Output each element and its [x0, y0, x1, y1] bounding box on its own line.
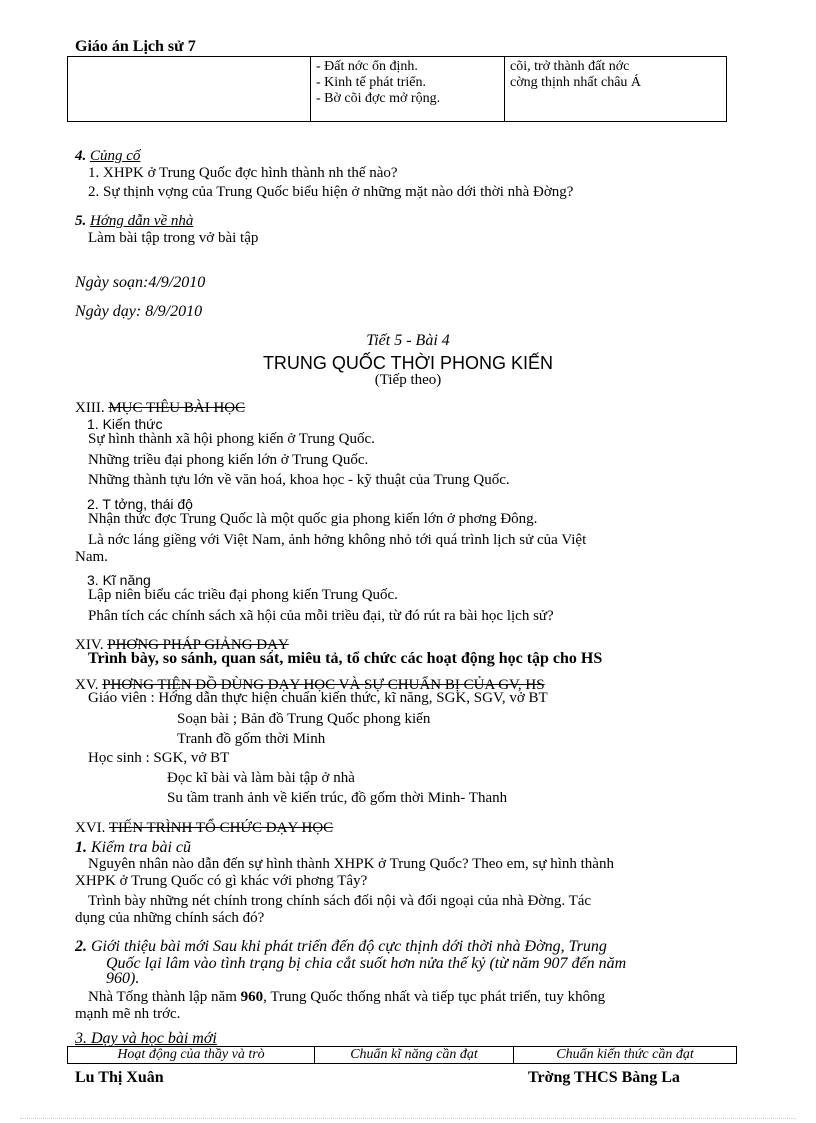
review-question-2: 2. Sự thịnh vợng của Trung Quốc biểu hiện ở những mặt nào dới thời nhà Đờng?	[88, 184, 574, 200]
section-xvi-number: XVI.	[75, 820, 109, 836]
old-lesson-check-number: 1.	[75, 839, 87, 856]
top-table-cell-3	[505, 57, 727, 122]
lesson-period: Tiết 5 - Bài 4	[366, 332, 450, 349]
section-4-heading	[75, 148, 140, 165]
top-table-line: - Bờ cõi đợc mở rộng.	[316, 91, 441, 106]
section-xv-title: PHƠNG TIỆN ĐỒ DÙNG DẠY HỌC VÀ SỰ CHUẨN BỊ CỦA GV, HS	[102, 677, 545, 693]
student-materials: Đọc kĩ bài và làm bài tập ở nhà	[167, 770, 355, 786]
lesson-subtitle: (Tiếp theo)	[374, 372, 442, 388]
section-xiv-number: XIV.	[75, 637, 108, 653]
teacher-materials: Giáo viên : Hớng dẫn thực hiện chuẩn kiến thức, kĩ năng, SGK, SGV, vở BT	[88, 690, 548, 706]
section-4-number: 4.	[75, 148, 87, 164]
skills-item: Phân tích các chính sách xã hội của mỗi triều đại, từ đó rút ra bài học lịch sử?	[88, 608, 554, 624]
attitude-heading: 2. T tởng, thái độ	[87, 496, 193, 512]
top-table	[67, 56, 727, 122]
skills-item: Lập niên biểu các triều đại phong kiến Trung Quốc.	[88, 587, 398, 603]
section-xiii-title: MỤC TIÊU BÀI HỌC	[108, 400, 246, 416]
song-dynamic-text-part: , Trung Quốc thống nhất và tiếp tục phát triển, tuy không	[263, 989, 606, 1005]
check-question-1-continued: XHPK ở Trung Quốc có gì khác với phơng Tây?	[75, 873, 368, 889]
old-lesson-check-heading	[75, 839, 191, 857]
new-lesson-intro-number: 2.	[75, 938, 87, 955]
footer-author: Lu Thị Xuân	[75, 1069, 164, 1086]
top-table-line: - Kinh tế phát triển.	[316, 75, 427, 90]
attitude-item: Là nớc láng giềng với Việt Nam, ảnh hởng không nhỏ tới quá trình lịch sử của Việt	[88, 532, 587, 548]
new-lesson-intro-line: Quốc lại lâm vào tình trạng bị chia cắt suốt hơn nửa thế kỷ (từ năm 907 đến năm	[106, 955, 627, 972]
new-lesson-intro-line: 960).	[106, 970, 140, 987]
knowledge-item: Những thành tựu lớn về văn hoá, khoa học - kỹ thuật của Trung Quốc.	[88, 472, 510, 488]
prep-date: Ngày soạn:4/9/2010	[75, 274, 206, 291]
activity-table-header: Chuẩn kiến thức cần đạt	[514, 1047, 737, 1064]
teacher-materials: Soạn bài ; Bản đồ Trung Quốc phong kiến	[177, 711, 431, 727]
section-4-title: Củng cố	[90, 148, 141, 164]
top-table-line: - Đất nớc ổn định.	[316, 59, 418, 74]
top-table-cell-2	[311, 57, 505, 122]
song-dynamic-text-continued: mạnh mẽ nh trớc.	[75, 1006, 181, 1022]
teaching-methods-text: Trình bày, so sánh, quan sát, miêu tả, tổ chức các hoạt động học tập cho HS	[88, 650, 603, 667]
page-bottom-divider	[20, 1118, 796, 1119]
activity-table	[67, 1046, 737, 1064]
page-header-title: Giáo án Lịch sử 7	[75, 38, 196, 55]
section-5-title: Hớng dẫn về nhà	[90, 213, 194, 229]
top-table-line: cờng thịnh nhất châu Á	[510, 75, 642, 90]
knowledge-heading: 1. Kiến thức	[87, 416, 163, 432]
teach-new-lesson-number: 3.	[75, 1030, 87, 1047]
knowledge-item: Sự hình thành xã hội phong kiến ở Trung Quốc.	[88, 431, 375, 447]
song-dynamic-text	[88, 989, 605, 1006]
review-question-1: 1. XHPK ở Trung Quốc đợc hình thành nh thế nào?	[88, 165, 398, 181]
activity-table-header: Chuẩn kĩ năng cần đạt	[315, 1047, 514, 1064]
section-xvi-title: TIẾN TRÌNH TỔ CHỨC DẠY HỌC	[108, 820, 334, 836]
homework-text: Làm bài tập trong vở bài tập	[88, 230, 259, 246]
check-question-2: Trình bày những nét chính trong chính sách đối nội và đối ngoại của nhà Đờng. Tác	[88, 893, 592, 909]
teach-date: Ngày dạy: 8/9/2010	[75, 303, 203, 320]
check-question-2-continued: dụng của những chính sách đó?	[75, 910, 265, 926]
section-5-heading	[75, 213, 193, 230]
new-lesson-intro	[75, 938, 607, 956]
attitude-item-continued: Nam.	[75, 549, 108, 565]
footer-school: Trờng THCS Bàng La	[528, 1069, 680, 1086]
section-xiii-heading	[75, 400, 245, 417]
student-materials: Su tầm tranh ảnh về kiến trúc, đồ gốm thời Minh- Thanh	[167, 790, 508, 806]
teach-new-lesson-title: Dạy và học bài mới	[91, 1030, 217, 1047]
skills-heading: 3. Kĩ năng	[87, 572, 151, 588]
knowledge-item: Những triều đại phong kiến lớn ở Trung Quốc.	[88, 452, 369, 468]
teacher-materials: Tranh đồ gốm thời Minh	[177, 731, 326, 747]
section-xiv-title: PHƠNG PHÁP GIẢNG DẠY	[107, 637, 289, 653]
lesson-title: TRUNG QUỐC THỜI PHONG KIẾN	[262, 353, 554, 373]
attitude-item: Nhận thức đợc Trung Quốc là một quốc gia phong kiến lớn ở phơng Đông.	[88, 511, 538, 527]
student-materials: Học sinh : SGK, vở BT	[88, 750, 230, 766]
activity-table-header: Hoạt động của thầy và trò	[68, 1047, 315, 1064]
new-lesson-intro-line: Giới thiệu bài mới Sau khi phát triển đến độ cực thịnh dới thời nhà Đờng, Trung	[91, 938, 607, 955]
section-xiii-number: XIII.	[75, 400, 109, 416]
song-year: 960	[240, 989, 264, 1005]
song-dynamic-text-part: Nhà Tống thành lập năm	[88, 989, 241, 1005]
section-xvi-heading	[75, 820, 333, 837]
top-table-cell-1	[68, 57, 311, 122]
top-table-line: cõi, trở thành đất nớc	[510, 59, 630, 74]
section-5-number: 5.	[75, 213, 87, 229]
old-lesson-check-title: Kiểm tra bài cũ	[91, 839, 191, 856]
section-xv-number: XV.	[75, 677, 103, 693]
check-question-1: Nguyên nhân nào dẫn đến sự hình thành XHPK ở Trung Quốc? Theo em, sự hình thành	[88, 856, 614, 872]
